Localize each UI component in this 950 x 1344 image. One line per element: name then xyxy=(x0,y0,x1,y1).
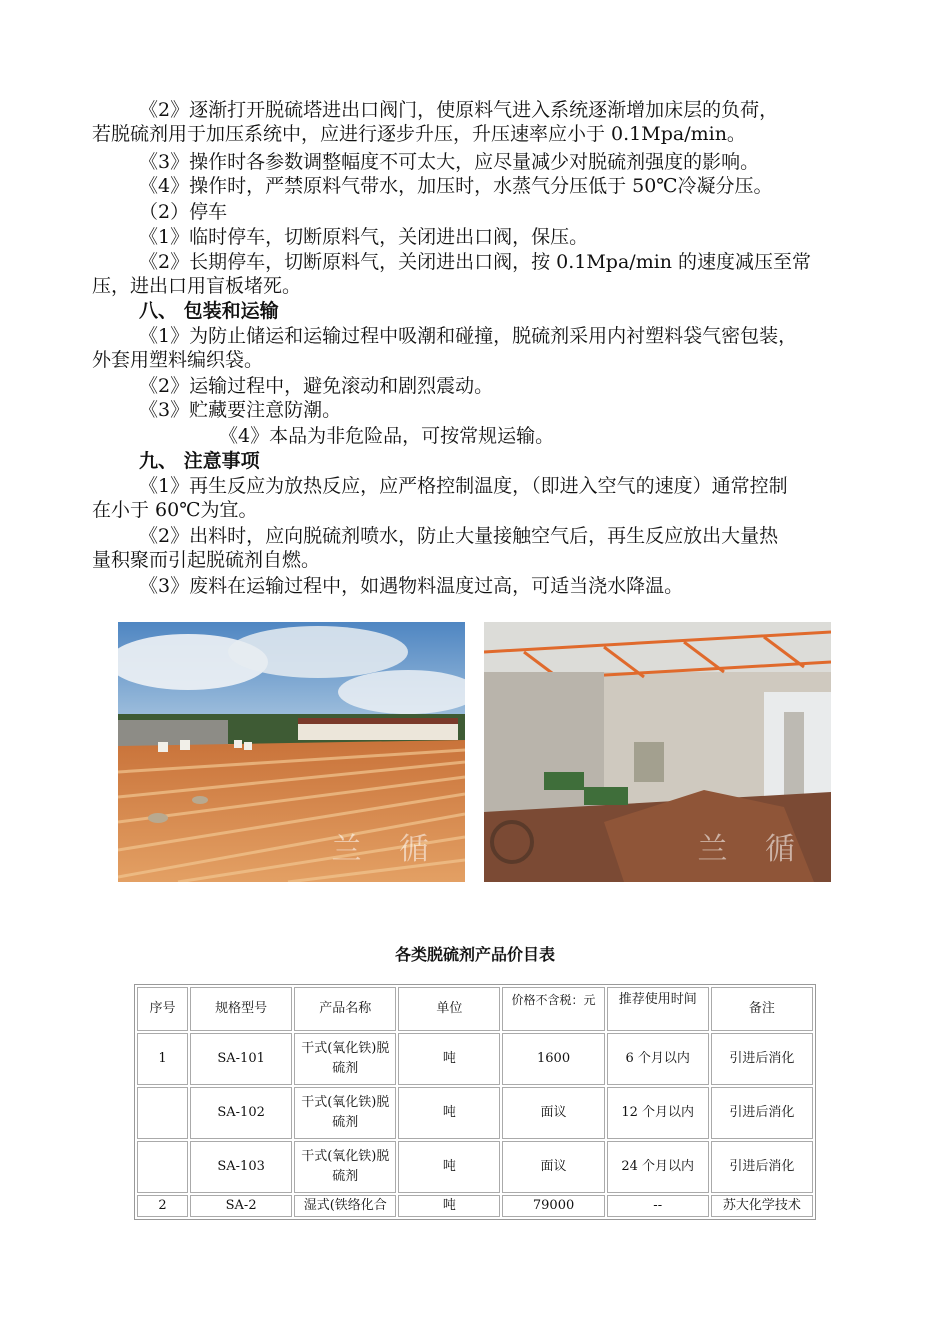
paragraph-line: 压，进出口用盲板堵死。 xyxy=(92,275,302,297)
paragraph-line: 《4》操作时，严禁原料气带水，加压时，水蒸气分压低于 50℃冷凝分压。 xyxy=(139,175,773,197)
table-cell: SA-2 xyxy=(190,1195,292,1217)
table-cell: 6 个月以内 xyxy=(607,1033,709,1085)
table-cell xyxy=(137,1141,188,1193)
table-cell: 干式(氧化铁)脱硫剂 xyxy=(294,1141,396,1193)
paragraph-line: 外套用塑料编织袋。 xyxy=(92,349,264,371)
paragraph-line: 《2》逐渐打开脱硫塔进出口阀门，使原料气进入系统逐渐增加床层的负荷， xyxy=(139,99,779,121)
paragraph-line: 《3》贮藏要注意防潮。 xyxy=(139,399,342,421)
table-cell: 吨 xyxy=(398,1195,500,1217)
table-cell: 12 个月以内 xyxy=(607,1087,709,1139)
header-cell: 规格型号 xyxy=(190,987,292,1031)
table-cell: 2 xyxy=(137,1195,188,1217)
table-cell: 面议 xyxy=(502,1141,604,1193)
paragraph-line: 《1》再生反应为放热反应，应严格控制温度，（即进入空气的速度）通常控制 xyxy=(139,475,788,497)
paragraph-line: 在小于 60℃为宜。 xyxy=(92,499,258,521)
table-cell: 吨 xyxy=(398,1141,500,1193)
watermark: 兰 循 xyxy=(331,832,443,867)
paragraph-line: 《4》本品为非危险品，可按常规运输。 xyxy=(219,425,555,447)
section-heading: 九、 注意事项 xyxy=(139,450,260,472)
table-cell: 引进后消化 xyxy=(711,1141,813,1193)
photo-outdoor-drying-field xyxy=(118,622,465,882)
table-cell: 1 xyxy=(137,1033,188,1085)
photo-indoor-workshop xyxy=(484,622,831,882)
table-title: 各类脱硫剂产品价目表 xyxy=(394,945,555,964)
table-cell: 吨 xyxy=(398,1087,500,1139)
paragraph-line: 《3》操作时各参数调整幅度不可太大，应尽量减少对脱硫剂强度的影响。 xyxy=(139,151,760,173)
header-cell: 产品名称 xyxy=(294,987,396,1031)
table-cell: 吨 xyxy=(398,1033,500,1085)
watermark: 兰 循 xyxy=(697,832,809,867)
paragraph-line: 《1》为防止储运和运输过程中吸潮和碰撞，脱硫剂采用内衬塑料袋气密包装， xyxy=(139,325,798,347)
paragraph-line: （2）停车 xyxy=(139,201,228,223)
table-row xyxy=(137,1195,813,1217)
table-header-row xyxy=(137,987,813,1031)
table-cell: 干式(氧化铁)脱硫剂 xyxy=(294,1087,396,1139)
table-cell: 24 个月以内 xyxy=(607,1141,709,1193)
table-row xyxy=(137,1087,813,1139)
table-cell: 引进后消化 xyxy=(711,1087,813,1139)
table-cell: 苏大化学技术 xyxy=(711,1195,813,1217)
paragraph-line: 《1》临时停车，切断原料气，关闭进出口阀，保压。 xyxy=(139,226,589,248)
table-cell: SA-103 xyxy=(190,1141,292,1193)
table-row xyxy=(137,1033,813,1085)
table-cell: 79000 xyxy=(502,1195,604,1217)
table-cell: SA-101 xyxy=(190,1033,292,1085)
paragraph-line: 《2》长期停车，切断原料气，关闭进出口阀，按 0.1Mpa/min 的速度减压至常 xyxy=(139,251,812,273)
header-cell: 序号 xyxy=(137,987,188,1031)
table-cell: 面议 xyxy=(502,1087,604,1139)
paragraph-line: 《2》出料时，应向脱硫剂喷水，防止大量接触空气后，再生反应放出大量热 xyxy=(139,525,779,547)
table-cell: SA-102 xyxy=(190,1087,292,1139)
table-cell: 湿式(铁络化合 xyxy=(294,1195,396,1217)
price-table xyxy=(134,984,816,1220)
table-cell xyxy=(137,1087,188,1139)
paragraph-line: 《2》运输过程中，避免滚动和剧烈震动。 xyxy=(139,375,494,397)
paragraph-line: 《3》废料在运输过程中，如遇物料温度过高，可适当浇水降温。 xyxy=(139,575,684,597)
table-row xyxy=(137,1141,813,1193)
section-heading: 八、 包装和运输 xyxy=(139,300,279,322)
header-cell: 价格不含税：元 xyxy=(502,987,604,1031)
table-cell: 1600 xyxy=(502,1033,604,1085)
table-cell: 干式(氧化铁)脱硫剂 xyxy=(294,1033,396,1085)
header-cell: 推荐使用时间 xyxy=(607,987,709,1031)
paragraph-line: 量积聚而引起脱硫剂自燃。 xyxy=(92,549,321,571)
header-cell: 备注 xyxy=(711,987,813,1031)
header-cell: 单位 xyxy=(398,987,500,1031)
paragraph-line: 若脱硫剂用于加压系统中，应进行逐步升压，升压速率应小于 0.1Mpa/min。 xyxy=(92,123,746,145)
table-cell: -- xyxy=(607,1195,709,1217)
table-cell: 引进后消化 xyxy=(711,1033,813,1085)
